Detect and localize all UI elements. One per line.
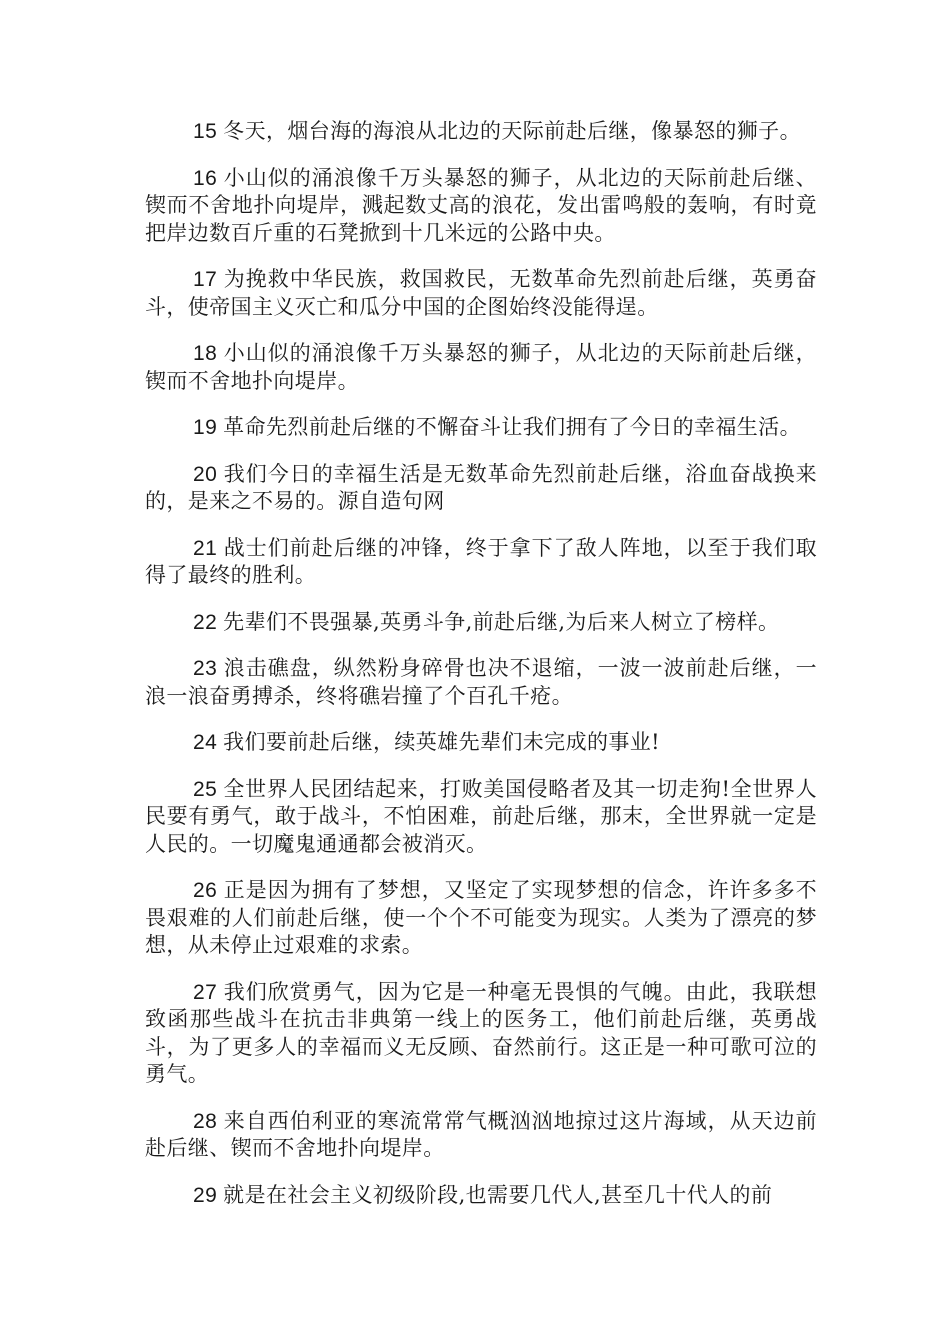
paragraph [145,340,817,395]
paragraph-number: 20 [193,462,218,486]
paragraph-text: 全世界人民团结起来，打败美国侵略者及其一切走狗!全世界人民要有勇气，敢于战斗，不怕困难，前赴后继，那末，全世界就一定是人民的。一切魔鬼通通都会被消灭。 [145,776,817,856]
paragraph-number: 27 [193,980,218,1004]
paragraph [145,165,817,248]
paragraph-number: 16 [193,166,218,190]
paragraph [145,655,817,710]
paragraph-text: 来自西伯利亚的寒流常常气概汹汹地掠过这片海域，从天边前赴后继、锲而不舍地扑向堤岸。 [145,1108,817,1160]
paragraph-text: 我们今日的幸福生活是无数革命先烈前赴后继，浴血奋战换来的，是来之不易的。源自造句网 [145,461,817,513]
paragraph-text: 我们欣赏勇气，因为它是一种毫无畏惧的气魄。由此，我联想致函那些战斗在抗击非典第一线上的医务工，他们前赴后继，英勇战斗，为了更多人的幸福而义无反顾、奋然前行。这正是一种可歌可泣的勇气。 [145,979,817,1086]
paragraph-number: 19 [193,416,218,439]
paragraph-number: 21 [193,536,218,560]
paragraph-number: 22 [193,610,218,634]
paragraph [145,414,817,442]
paragraph-text: 正是因为拥有了梦想，又坚定了实现梦想的信念，许许多多不畏艰难的人们前赴后继，使一个个不可能变为现实。人类为了漂亮的梦想，从未停止过艰难的求索。 [145,878,817,957]
paragraph-text: 为挽救中华民族，救国救民，无数革命先烈前赴后继，英勇奋斗，使帝国主义灭亡和瓜分中国的企图始终没能得逞。 [145,267,817,319]
paragraph [145,776,817,859]
paragraph-number: 17 [193,268,218,291]
paragraph [145,609,817,637]
paragraph-text: 浪击礁盘，纵然粉身碎骨也决不退缩，一波一波前赴后继，一浪一浪奋勇搏杀，终将礁岩撞了个百孔千疮。 [145,656,817,708]
paragraph-text: 小山似的涌浪像千万头暴怒的狮子，从北边的天际前赴后继、锲而不舍地扑向堤岸，溅起数丈高的浪花，发出雷鸣般的轰响，有时竟把岸边数百斤重的石凳掀到十几米远的公路中央。 [145,165,817,245]
paragraph-text: 小山似的涌浪像千万头暴怒的狮子，从北边的天际前赴后继，锲而不舍地扑向堤岸。 [145,341,817,393]
document-body [145,118,817,1209]
paragraph [145,979,817,1089]
paragraph [145,118,817,146]
paragraph [145,877,817,960]
paragraph [145,729,817,757]
paragraph-text: 冬天，烟台海的海浪从北边的天际前赴后继，像暴怒的狮子。 [223,119,801,143]
paragraph [145,535,817,590]
paragraph-number: 26 [193,879,218,902]
paragraph-text: 先辈们不畏强暴,英勇斗争,前赴后继,为后来人树立了榜样。 [223,609,780,634]
paragraph [145,461,817,516]
paragraph-number: 15 [193,120,218,143]
paragraph-number: 25 [193,777,218,801]
paragraph-number: 29 [193,1183,218,1207]
paragraph-number: 23 [193,657,218,680]
paragraph [145,1182,817,1210]
paragraph [145,266,817,321]
paragraph-text: 战士们前赴后继的冲锋，终于拿下了敌人阵地，以至于我们取得了最终的胜利。 [145,535,817,587]
paragraph-number: 28 [193,1109,218,1133]
paragraph-number: 24 [193,731,218,754]
paragraph-text: 我们要前赴后继，续英雄先辈们未完成的事业! [223,730,661,754]
paragraph-number: 18 [193,342,218,365]
paragraph [145,1108,817,1163]
paragraph-text: 革命先烈前赴后继的不懈奋斗让我们拥有了今日的幸福生活。 [223,415,801,439]
paragraph-text: 就是在社会主义初级阶段,也需要几代人,甚至几十代人的前 [223,1182,773,1207]
